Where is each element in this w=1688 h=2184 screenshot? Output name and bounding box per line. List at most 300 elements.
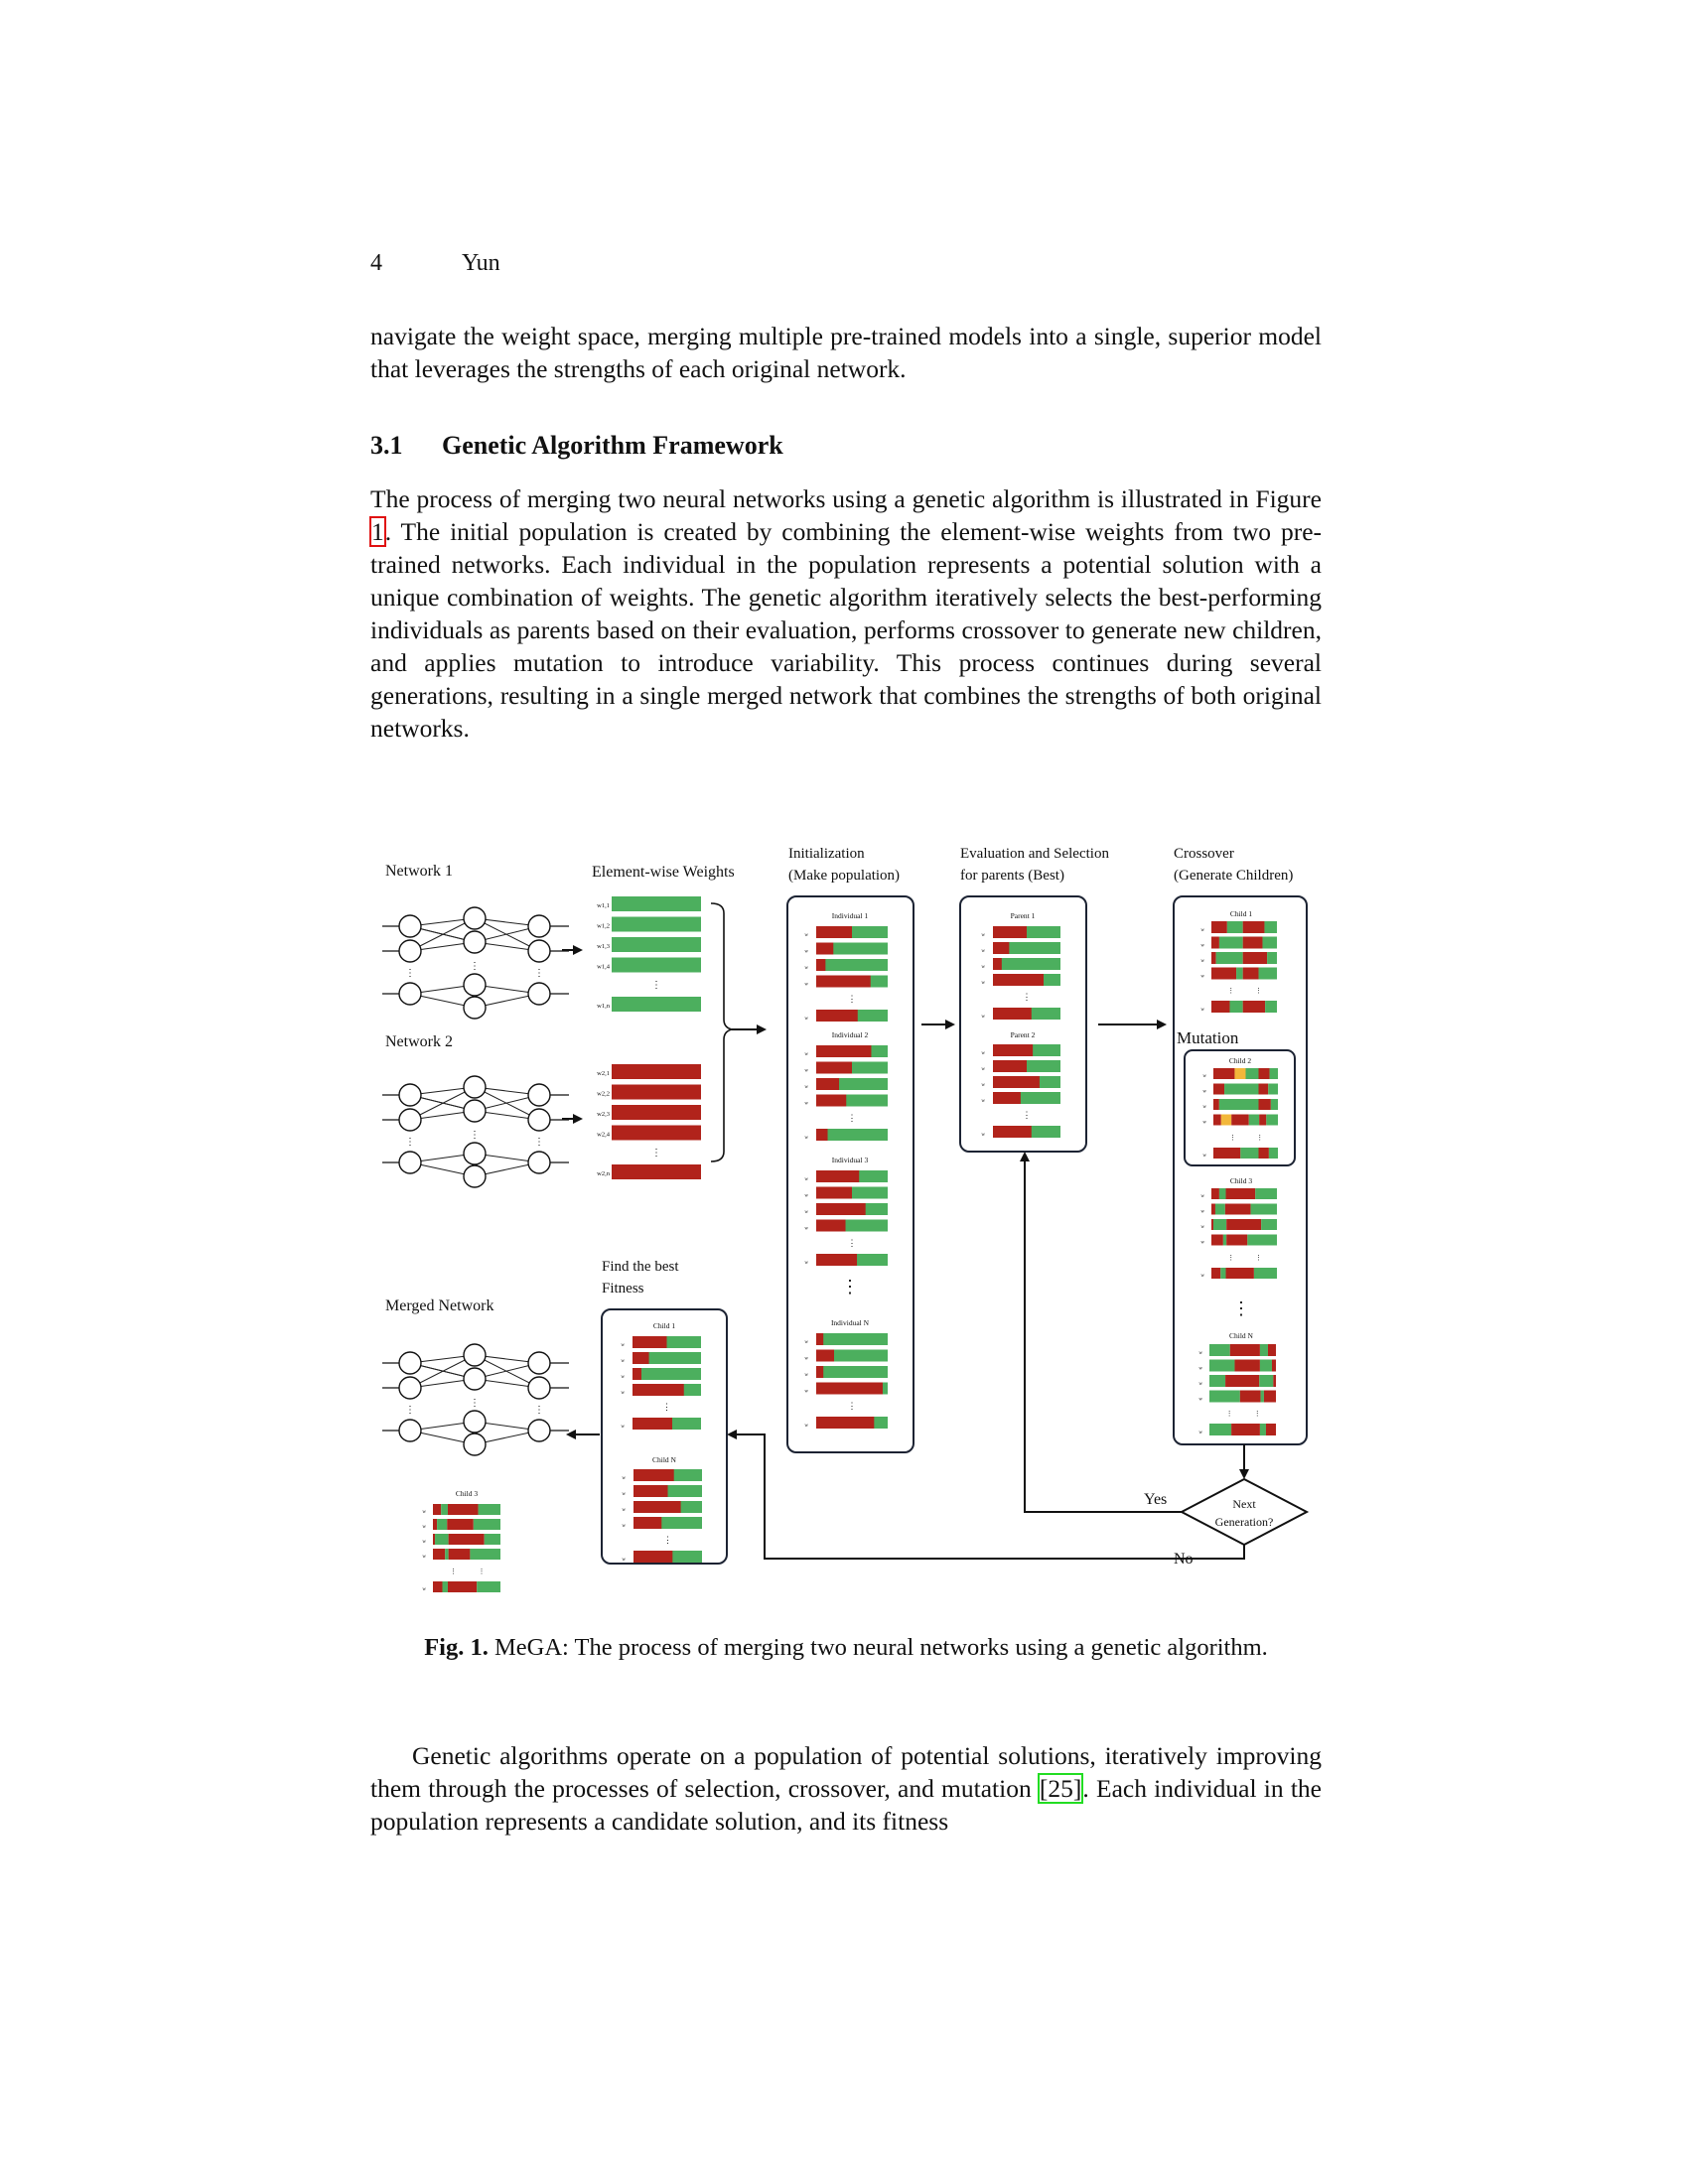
input-node xyxy=(399,1152,421,1173)
label-initialization: Initialization xyxy=(788,846,865,862)
weight-label: w xyxy=(622,1476,626,1481)
intro-paragraph xyxy=(370,320,1322,385)
weight-bar-red xyxy=(816,1010,858,1022)
weight-label: w xyxy=(804,1389,808,1395)
decision-diamond xyxy=(1182,1479,1307,1545)
weight-segment xyxy=(1211,1001,1229,1013)
weight-segment xyxy=(1261,1219,1277,1230)
individual-title: Individual 3 xyxy=(831,1156,869,1164)
section-paragraph xyxy=(370,482,1322,745)
weight-segment xyxy=(433,1549,445,1560)
weight-segment xyxy=(1231,1115,1249,1126)
weight-label: w xyxy=(804,1340,808,1345)
ellipsis-icon: ⋮ xyxy=(405,1137,415,1148)
weight-segment xyxy=(433,1519,437,1530)
caption-label: Fig. 1. xyxy=(424,1634,489,1661)
weight-segment xyxy=(1264,1391,1276,1403)
weight-bar-red xyxy=(993,1092,1021,1104)
network-1-diagram xyxy=(382,907,569,1019)
weight-label: w xyxy=(981,1083,985,1088)
weight-segment xyxy=(1259,1115,1266,1126)
ellipsis-icon: ⋮ xyxy=(1253,1410,1261,1418)
weight-segment xyxy=(485,1534,500,1545)
weight-label: w2,n xyxy=(597,1170,610,1177)
child-title: Child 3 xyxy=(1229,1176,1253,1185)
weight-label: w xyxy=(804,966,808,971)
weight-label: w2,4 xyxy=(597,1131,610,1139)
weight-bar xyxy=(612,958,701,973)
ellipsis-icon: ⋮ xyxy=(470,961,480,972)
weight-bar-green xyxy=(816,1366,888,1378)
weight-segment xyxy=(1271,1099,1278,1110)
weight-label: w xyxy=(622,1558,626,1563)
weight-segment xyxy=(1255,1188,1277,1199)
weight-segment xyxy=(1226,1268,1254,1279)
weight-segment xyxy=(1243,1001,1265,1013)
weight-segment xyxy=(470,1549,500,1560)
ellipsis-icon: ⋮ xyxy=(470,1130,480,1141)
weight-segment xyxy=(1259,1084,1269,1095)
weight-label: w xyxy=(1200,1209,1204,1215)
weight-bar-red xyxy=(993,1044,1033,1056)
merge-brace xyxy=(711,903,732,1161)
weight-bar-red xyxy=(633,1501,681,1513)
output-node xyxy=(528,1352,550,1374)
weight-segment xyxy=(1264,921,1277,933)
weight-segment xyxy=(1211,952,1216,964)
weight-label: w xyxy=(804,1101,808,1107)
weight-segment xyxy=(1260,1344,1268,1356)
weight-segment xyxy=(433,1534,435,1545)
ellipsis-icon: ⋮ xyxy=(841,1277,859,1297)
weight-segment xyxy=(1226,1219,1261,1230)
hidden-node xyxy=(464,931,486,953)
ellipsis-icon: ⋮ xyxy=(1256,1134,1264,1142)
weight-label: w xyxy=(621,1425,625,1430)
weight-label: w xyxy=(804,1052,808,1057)
weight-bar-red xyxy=(633,1384,684,1396)
input-node xyxy=(399,940,421,962)
label-fitness: Fitness xyxy=(602,1281,644,1297)
arrow-yes-to-selection xyxy=(1025,1154,1182,1512)
weight-segment xyxy=(1240,1391,1261,1403)
child-title: Child N xyxy=(652,1455,676,1464)
weight-bar-red xyxy=(633,1336,667,1348)
weight-segment xyxy=(1268,1344,1276,1356)
weight-label: w xyxy=(804,1085,808,1090)
decision-label-line1: Next xyxy=(1232,1497,1256,1511)
weight-bar-red xyxy=(816,1333,823,1345)
ellipsis-icon: ⋮ xyxy=(405,968,415,979)
weight-segment xyxy=(1260,1360,1272,1372)
child-title: Child N xyxy=(1229,1331,1253,1340)
weight-bar-red xyxy=(633,1485,668,1497)
hidden-node xyxy=(464,1076,486,1098)
label-yes: Yes xyxy=(1144,1491,1168,1508)
weight-segment xyxy=(448,1581,477,1592)
label-find-best: Find the best xyxy=(602,1259,679,1275)
weight-label: w xyxy=(1202,1120,1206,1126)
weight-label: w xyxy=(1200,1194,1204,1199)
weight-segment xyxy=(1211,968,1236,980)
weight-label: w xyxy=(981,1051,985,1056)
weight-bar-red xyxy=(633,1469,674,1481)
weight-label: w xyxy=(1200,974,1204,980)
weight-segment xyxy=(1227,921,1243,933)
decision-label-line2: Generation? xyxy=(1214,1515,1274,1529)
weight-bar xyxy=(612,1126,701,1141)
label-network-1: Network 1 xyxy=(385,863,453,880)
weight-segment xyxy=(1234,1360,1259,1372)
weight-segment xyxy=(1209,1424,1231,1435)
input-node xyxy=(399,915,421,937)
ellipsis-icon: ⋮ xyxy=(1229,1134,1236,1142)
weight-segment xyxy=(1226,1235,1247,1246)
weight-segment xyxy=(1211,1235,1223,1246)
weight-bar-red xyxy=(816,1366,823,1378)
weight-segment xyxy=(1219,1099,1259,1110)
weight-label: w xyxy=(1200,1008,1204,1013)
weight-label: w xyxy=(1198,1431,1202,1435)
closing-text-part2: . Each individual in the population represents a candidate solution, and its fitness xyxy=(370,1774,1322,1836)
ellipsis-icon: ⋮ xyxy=(1255,1254,1263,1262)
weight-bar-green xyxy=(633,1368,701,1380)
weight-bar-red xyxy=(816,976,871,988)
ellipsis-icon: ⋮ xyxy=(534,968,544,979)
weight-segment xyxy=(435,1534,449,1545)
weight-label: w xyxy=(981,965,985,970)
input-node xyxy=(399,1377,421,1399)
weight-segment xyxy=(449,1549,471,1560)
weight-label: w xyxy=(804,1356,808,1362)
weight-bar xyxy=(612,1164,701,1179)
ellipsis-icon: ⋮ xyxy=(1022,1110,1032,1120)
weight-label: w xyxy=(1200,959,1204,964)
weight-bar-red xyxy=(993,1076,1040,1088)
weight-bar-red xyxy=(993,1008,1032,1020)
weight-segment xyxy=(433,1504,441,1515)
individual-title: Individual N xyxy=(830,1318,870,1327)
output-node xyxy=(528,1420,550,1441)
weight-label: w xyxy=(1200,1274,1204,1279)
weight-label: w xyxy=(981,981,985,986)
hidden-node xyxy=(464,1368,486,1390)
closing-text-part1: Genetic algorithms operate on a population of potential solutions, iteratively improving them through the processes of selection, crossover, and mutation xyxy=(370,1741,1322,1803)
weight-bar-red xyxy=(816,1095,846,1107)
ellipsis-icon: ⋮ xyxy=(662,1402,671,1412)
weight-label: w xyxy=(804,1017,808,1022)
caption-text: MeGA: The process of merging two neural networks using a genetic algorithm. xyxy=(488,1634,1268,1661)
weight-label: w xyxy=(804,1177,808,1182)
input-node xyxy=(399,1084,421,1106)
ellipsis-icon: ⋮ xyxy=(1022,992,1032,1002)
weight-label: w xyxy=(621,1343,625,1348)
weight-segment xyxy=(1211,1268,1220,1279)
weight-segment xyxy=(1211,1188,1219,1199)
weight-segment xyxy=(1259,968,1277,980)
weight-segment xyxy=(1211,1204,1215,1215)
weight-bar-red xyxy=(993,974,1044,986)
weight-segment xyxy=(1243,921,1265,933)
weight-segment xyxy=(1231,1424,1260,1435)
output-node xyxy=(528,1152,550,1173)
input-node xyxy=(399,1109,421,1131)
weight-segment xyxy=(1259,1068,1270,1079)
weight-bar-red xyxy=(816,943,833,955)
weight-bar-red xyxy=(816,1254,857,1266)
section-title: Genetic Algorithm Framework xyxy=(442,431,783,460)
weight-segment xyxy=(1266,1115,1278,1126)
weight-segment xyxy=(433,1581,443,1592)
weight-segment xyxy=(1225,1204,1251,1215)
best-child-title: Child 3 xyxy=(455,1489,479,1498)
ellipsis-icon: ⋮ xyxy=(651,980,661,991)
weight-segment xyxy=(1243,937,1263,949)
output-node xyxy=(528,1377,550,1399)
weight-segment xyxy=(1209,1344,1230,1356)
ellipsis-icon: ⋮ xyxy=(1255,987,1263,995)
weight-segment xyxy=(1215,1204,1225,1215)
figure-mega-diagram xyxy=(367,834,1331,1592)
hidden-node xyxy=(464,1143,486,1164)
weight-segment xyxy=(1213,1148,1240,1159)
weight-bar xyxy=(612,937,701,952)
weight-segment xyxy=(1209,1375,1225,1387)
weight-label: w xyxy=(422,1510,426,1515)
weight-label: w xyxy=(804,1068,808,1074)
output-node xyxy=(528,915,550,937)
weight-segment xyxy=(1225,1375,1259,1387)
section-number: 3.1 xyxy=(370,431,403,460)
weight-label: w xyxy=(1200,943,1204,949)
weight-segment xyxy=(1259,1148,1269,1159)
weight-segment xyxy=(1213,1115,1221,1126)
weight-label: w2,2 xyxy=(597,1090,610,1098)
weight-segment xyxy=(479,1504,500,1515)
ellipsis-icon: ⋮ xyxy=(1227,1254,1235,1262)
weight-label: w xyxy=(804,1193,808,1199)
weight-label: w xyxy=(1198,1351,1202,1356)
weight-bar xyxy=(612,1105,701,1120)
weight-bar-red xyxy=(633,1418,672,1430)
weight-label: w xyxy=(804,1210,808,1215)
individual-title: Individual 1 xyxy=(831,911,869,920)
label-network-2: Network 2 xyxy=(385,1033,453,1050)
weight-label: w xyxy=(1198,1382,1202,1387)
weight-label: w xyxy=(622,1508,626,1513)
output-node xyxy=(528,940,550,962)
weight-label: w xyxy=(804,933,808,938)
weight-bar-green xyxy=(816,1333,888,1345)
weight-bar-red xyxy=(816,1383,883,1395)
weight-bar-red xyxy=(816,1203,866,1215)
weight-label: w1,1 xyxy=(597,902,610,909)
weight-bar xyxy=(612,1085,701,1100)
weight-label: w xyxy=(1202,1074,1206,1079)
weight-bar-red xyxy=(816,926,852,938)
weight-segment xyxy=(437,1519,447,1530)
ellipsis-icon: ⋮ xyxy=(534,1137,544,1148)
weight-bar-red xyxy=(816,1350,834,1362)
weight-label: w1,4 xyxy=(597,963,610,971)
ellipsis-icon: ⋮ xyxy=(405,1405,415,1416)
section-text-part1: The process of merging two neural networks using a genetic algorithm is illustrated in Figure xyxy=(370,484,1322,513)
weight-label: w xyxy=(422,1555,426,1560)
ellipsis-icon: ⋮ xyxy=(847,994,857,1004)
weight-segment xyxy=(1219,1188,1226,1199)
label-mutation: Mutation xyxy=(1177,1028,1239,1047)
weight-segment xyxy=(1240,1148,1258,1159)
ellipsis-icon: ⋮ xyxy=(847,1238,857,1248)
weight-label: w xyxy=(804,1261,808,1266)
weight-segment xyxy=(1209,1360,1234,1372)
weight-bar-red xyxy=(816,1417,874,1429)
weight-segment xyxy=(447,1519,474,1530)
weight-segment xyxy=(1221,1115,1231,1126)
parent-title: Parent 1 xyxy=(1010,911,1036,920)
weight-label: w xyxy=(1200,1240,1204,1246)
weight-segment xyxy=(441,1504,448,1515)
weight-segment xyxy=(1243,952,1267,964)
weight-label: w xyxy=(981,1015,985,1020)
weight-bar xyxy=(612,997,701,1012)
network-2-diagram xyxy=(382,1076,569,1187)
weight-label: w xyxy=(422,1525,426,1530)
section-text xyxy=(370,482,1322,745)
weight-label: w xyxy=(804,1136,808,1141)
weight-label: w xyxy=(981,1099,985,1104)
weight-label: w xyxy=(1202,1089,1206,1095)
weight-label: w1,2 xyxy=(597,922,610,930)
weight-segment xyxy=(1259,1099,1271,1110)
child-title: Child 1 xyxy=(1229,909,1253,918)
merged-network-diagram xyxy=(382,1344,569,1455)
label-for-parents: for parents (Best) xyxy=(960,868,1064,884)
weight-bar-red xyxy=(816,1129,828,1141)
weight-segment xyxy=(1272,1360,1276,1372)
weight-label: w xyxy=(804,949,808,955)
weight-segment xyxy=(1224,1084,1258,1095)
weight-segment xyxy=(1262,937,1277,949)
weight-bar-red xyxy=(993,926,1027,938)
ellipsis-icon: ⋮ xyxy=(1225,1410,1233,1418)
weight-label: w2,3 xyxy=(597,1111,610,1118)
weight-bar-green xyxy=(816,959,888,971)
weight-bar-red xyxy=(816,959,825,971)
weight-label: w xyxy=(422,1587,426,1592)
weight-segment xyxy=(1230,1344,1260,1356)
weight-segment xyxy=(1219,937,1243,949)
weight-label: w xyxy=(622,1524,626,1529)
weight-label: w xyxy=(422,1540,426,1545)
weight-segment xyxy=(1220,1268,1225,1279)
weight-segment xyxy=(1247,1235,1277,1246)
weight-label: w xyxy=(1202,1154,1206,1159)
weight-segment xyxy=(445,1549,448,1560)
weight-label: w xyxy=(622,1492,626,1497)
weight-segment xyxy=(1226,1188,1256,1199)
child-title: Child 1 xyxy=(652,1321,676,1330)
weight-bar-red xyxy=(633,1517,661,1529)
weight-segment xyxy=(1270,1068,1278,1079)
weight-segment xyxy=(1267,952,1277,964)
weight-segment xyxy=(1234,1068,1245,1079)
weight-segment xyxy=(1269,1148,1278,1159)
closing-text xyxy=(370,1739,1322,1838)
weight-bar xyxy=(612,896,701,911)
section-text-part2: . The initial population is created by combining the element-wise weights from two pre-trained networks. Each individual in the population represents a potential solution with a unique combination of weights. The genetic algorithm iteratively selects the best-performing individuals as parents based on their evaluation, performs crossover to generate new children, and applies mutation to introduce variability. This process continues during several generations, resulting in a single merged network that combines the strengths of both original networks. xyxy=(370,517,1322,743)
weight-segment xyxy=(1243,968,1259,980)
weight-bar xyxy=(612,1064,701,1079)
input-node xyxy=(399,1352,421,1374)
weight-bar-red xyxy=(816,1078,839,1090)
weight-segment xyxy=(1211,937,1219,949)
weight-label: w1,n xyxy=(597,1003,610,1010)
weight-bar-red xyxy=(993,1060,1027,1072)
weight-segment xyxy=(1223,1235,1226,1246)
weight-label: w xyxy=(1198,1397,1202,1403)
hidden-node xyxy=(464,1433,486,1455)
weight-bar-red xyxy=(816,1170,859,1182)
weight-label: w xyxy=(621,1359,625,1364)
intro-text: navigate the weight space, merging multiple pre-trained models into a single, superior model that leverages the strengths of each original network. xyxy=(370,322,1322,383)
weight-label: w xyxy=(981,1133,985,1138)
weight-segment xyxy=(1249,1115,1259,1126)
citation-link[interactable]: [25] xyxy=(1039,1774,1082,1803)
figure-reference-link[interactable]: 1 xyxy=(371,517,384,546)
weight-segment xyxy=(1236,968,1243,980)
weight-bar xyxy=(612,917,701,932)
ellipsis-icon: ⋮ xyxy=(651,1148,661,1159)
weight-segment xyxy=(449,1534,485,1545)
weight-bar-red xyxy=(993,942,1009,954)
weight-segment xyxy=(477,1581,500,1592)
figure-caption xyxy=(370,1634,1322,1662)
weight-bar-red xyxy=(993,958,1002,970)
ellipsis-icon: ⋮ xyxy=(663,1535,672,1545)
weight-bar-red xyxy=(816,1045,871,1057)
weight-segment xyxy=(474,1519,500,1530)
network-1-weights xyxy=(597,896,701,1012)
label-crossover: Crossover xyxy=(1174,846,1234,862)
weight-segment xyxy=(1268,1084,1278,1095)
weight-bar-green xyxy=(993,958,1060,970)
ellipsis-icon: ⋮ xyxy=(478,1568,486,1575)
weight-bar-red xyxy=(633,1551,672,1563)
weight-segment xyxy=(1213,1099,1219,1110)
weight-segment xyxy=(1211,921,1227,933)
weight-segment xyxy=(1246,1068,1259,1079)
weight-segment xyxy=(1213,1068,1234,1079)
weight-label: w xyxy=(981,933,985,938)
output-node xyxy=(528,983,550,1005)
ellipsis-icon: ⋮ xyxy=(449,1568,457,1575)
section-heading xyxy=(370,431,783,461)
hidden-node xyxy=(464,997,486,1019)
weight-segment xyxy=(448,1504,479,1515)
weight-segment xyxy=(1211,1219,1213,1230)
ellipsis-icon: ⋮ xyxy=(847,1401,857,1411)
weight-label: w xyxy=(621,1391,625,1396)
weight-label: w xyxy=(981,949,985,954)
weight-label: w xyxy=(1200,1225,1204,1230)
hidden-node xyxy=(464,1344,486,1366)
weight-segment xyxy=(1251,1204,1277,1215)
weight-segment xyxy=(1213,1084,1224,1095)
weight-bar-red xyxy=(816,1220,846,1232)
input-node xyxy=(399,1420,421,1441)
label-generate-children: (Generate Children) xyxy=(1174,868,1294,884)
